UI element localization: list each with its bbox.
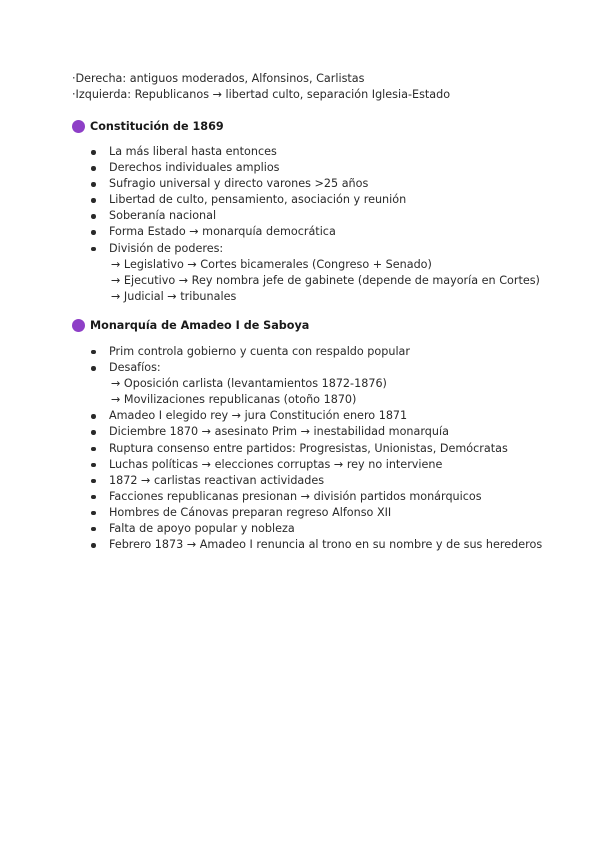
list-item: Sufragio universal y directo varones >25 años (72, 176, 542, 192)
list-item: Soberanía nacional (72, 208, 542, 224)
sub-item: → Legislativo → Cortes bicamerales (Congreso + Senado) (111, 257, 432, 271)
section-title-amadeo (72, 317, 542, 335)
list-item-label: Desafíos: (109, 361, 161, 375)
purple-circle-icon (72, 319, 85, 332)
section-title-text: Constitución de 1869 (90, 119, 224, 133)
list-item: Hombres de Cánovas preparan regreso Alfonso XII (72, 505, 542, 521)
sub-item: → Oposición carlista (levantamientos 1872-1876) (111, 377, 387, 391)
purple-circle-icon (72, 120, 85, 133)
list-item: Ruptura consenso entre partidos: Progresistas, Unionistas, Demócratas (72, 441, 542, 457)
sub-item: → Ejecutivo → Rey nombra jefe de gabinete (depende de mayoría en Cortes) (111, 273, 540, 287)
list-item: Luchas políticas → elecciones corruptas → rey no interviene (72, 457, 542, 473)
list-item: La más liberal hasta entonces (72, 144, 542, 160)
list-item: Amadeo I elegido rey → jura Constitución enero 1871 (72, 408, 542, 424)
section-title-text: Monarquía de Amadeo I de Saboya (90, 319, 310, 333)
list-item: 1872 → carlistas reactivan actividades (72, 473, 542, 489)
intro-izquierda: ·Izquierda: Republicanos → libertad culto, separación Iglesia-Estado (72, 88, 451, 101)
list-item: Libertad de culto, pensamiento, asociación y reunión (72, 192, 542, 208)
list-item: Prim controla gobierno y cuenta con respaldo popular (72, 344, 542, 360)
section-title-constitucion (72, 117, 542, 135)
list-item: Facciones republicanas presionan → división partidos monárquicos (72, 489, 542, 505)
list-item: Falta de apoyo popular y nobleza (72, 521, 542, 537)
amadeo-list (72, 344, 542, 553)
list-item-desafios (72, 360, 542, 408)
list-item: Diciembre 1870 → asesinato Prim → inestabilidad monarquía (72, 424, 542, 440)
list-item-label: División de poderes: (109, 241, 224, 255)
list-item: Derechos individuales amplios (72, 160, 542, 176)
list-item-division-poderes (72, 241, 542, 305)
intro-derecha: ·Derecha: antiguos moderados, Alfonsinos, Carlistas (72, 72, 365, 85)
constitucion-list (72, 144, 542, 305)
sub-item: → Movilizaciones republicanas (otoño 1870) (111, 393, 357, 407)
sub-item: → Judicial → tribunales (111, 289, 237, 303)
list-item: Febrero 1873 → Amadeo I renuncia al trono en su nombre y de sus herederos (72, 537, 542, 553)
list-item: Forma Estado → monarquía democrática (72, 224, 542, 240)
document-page (72, 71, 542, 553)
